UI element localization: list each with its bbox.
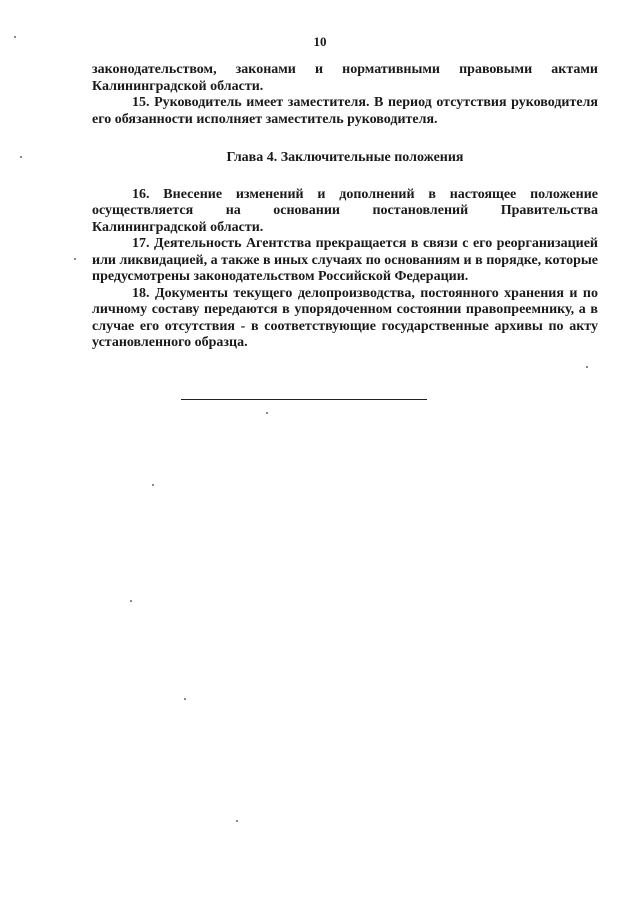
- end-separator-line: [181, 399, 427, 400]
- scan-speck: [152, 484, 154, 486]
- chapter-heading: Глава 4. Заключительные положения: [226, 150, 464, 165]
- scan-speck: [266, 412, 268, 414]
- scan-speck: [130, 600, 132, 602]
- scan-speck: [184, 698, 186, 700]
- scan-speck: [586, 366, 588, 368]
- paragraph-18: 18. Документы текущего делопроизводства, постоянного хранения и по личному составу передаются в упорядоченном состоянии правопреемнику, а в случае его отсутствия - в соответствующие государственные архивы по акту установленного образца.: [92, 285, 598, 350]
- paragraph-16: 16. Внесение изменений и дополнений в настоящее положение осуществляется на основании постановлений Правительства Калининградской области.: [92, 186, 598, 235]
- page-number: 10: [313, 34, 327, 49]
- paragraph-continuation: законодательством, законами и нормативными правовыми актами Калининградской области.: [92, 62, 598, 94]
- scan-speck: [14, 36, 16, 38]
- scan-speck: [74, 258, 76, 260]
- document-body: [92, 62, 598, 352]
- scan-speck: [236, 820, 238, 822]
- paragraph-17: 17. Деятельность Агентства прекращается в связи с его реорганизацией или ликвидацией, а также в иных случаях по основаниям и в порядке, которые предусмотрены законодательством Российской Федерации.: [92, 236, 598, 284]
- paragraph-15: 15. Руководитель имеет заместителя. В период отсутствия руководителя его обязанности исполняет заместитель руководителя.: [92, 95, 598, 127]
- scan-speck: [20, 156, 22, 158]
